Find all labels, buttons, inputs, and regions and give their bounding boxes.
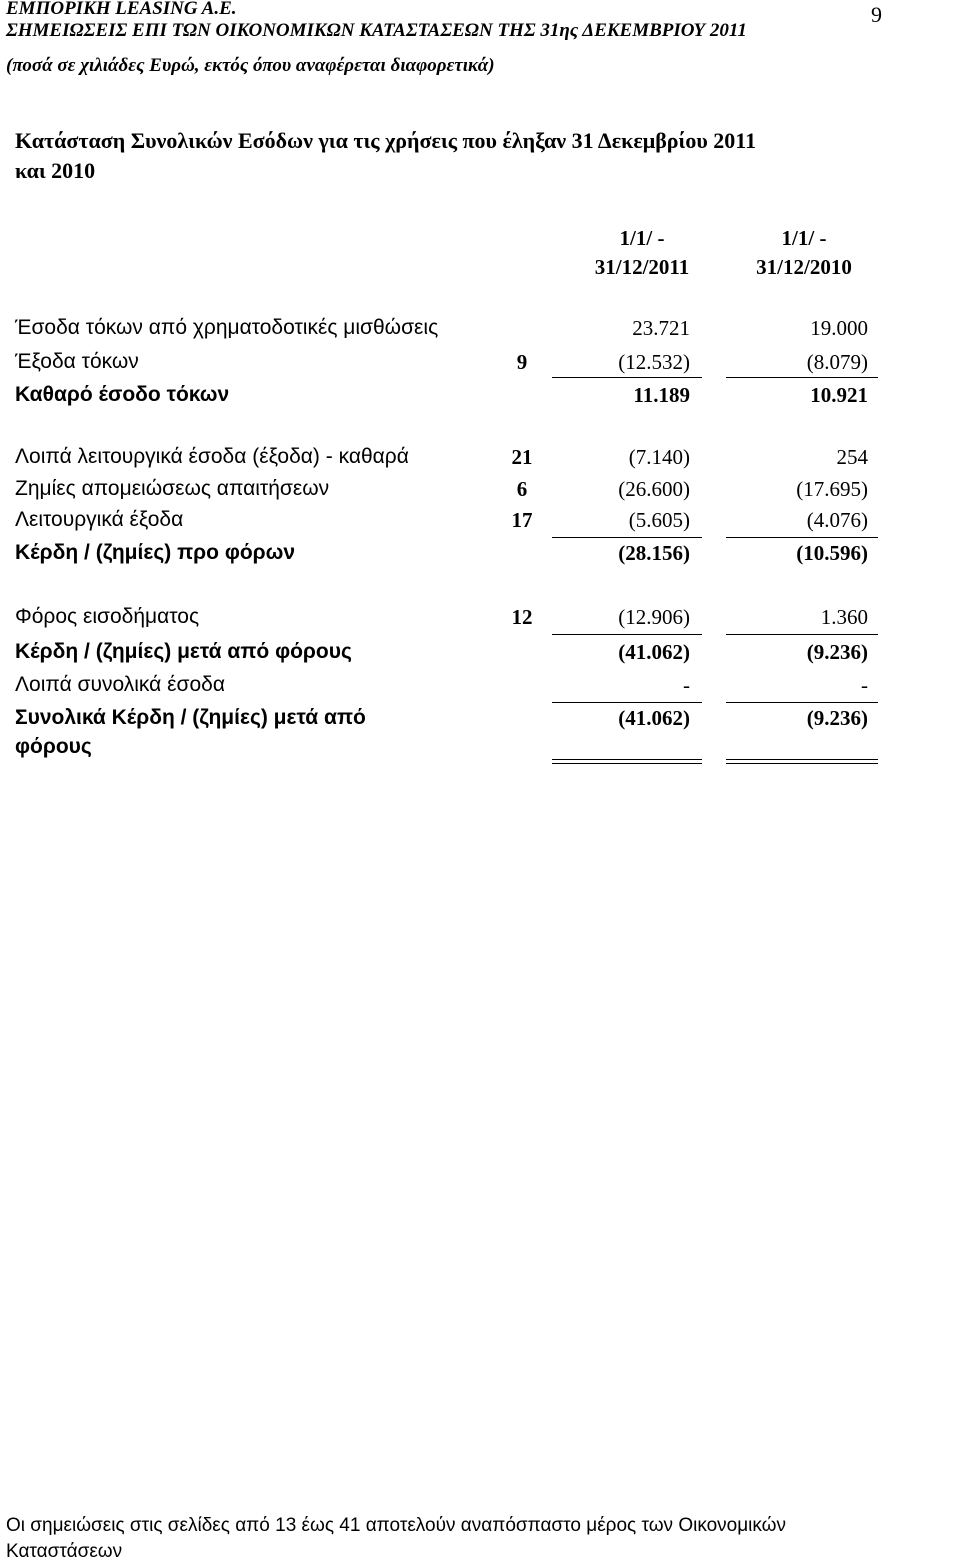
row-label-interest-expense: Έξοδα τόκων: [15, 350, 139, 373]
row-value-2011: (7.140): [628, 445, 690, 469]
row-value-2010: (10.596): [796, 541, 868, 565]
subtotal-rule: [552, 702, 702, 703]
row-value-2010: 1.360: [820, 605, 868, 629]
row-label-total-comprehensive-income-line2: φόρους: [15, 735, 92, 758]
column-2010-header-line2: 31/12/2010: [756, 255, 852, 279]
row-note-ref: 17: [511, 508, 533, 532]
row-value-2011: (12.906): [618, 605, 690, 629]
row-value-2011: (41.062): [618, 706, 690, 730]
column-2011-header-line2: 31/12/2011: [594, 255, 690, 279]
row-note-ref: 9: [516, 350, 528, 374]
row-label-interest-income: Έσοδα τόκων από χρηματοδοτικές μισθώσεις: [15, 316, 439, 339]
subtotal-rule: [726, 377, 878, 378]
row-value-2010: 254: [836, 445, 868, 469]
column-2011-header-line1: 1/1/ -: [619, 226, 665, 250]
row-label-impairment-losses: Ζημίες απομειώσεως απαιτήσεων: [15, 477, 330, 500]
row-label-total-comprehensive-income: Συνολικά Κέρδη / (ζημίες) μετά από: [15, 706, 366, 729]
row-label-other-operating-income: Λοιπά λειτουργικά έσοδα (έξοδα) - καθαρά: [15, 445, 409, 468]
row-value-2010: (17.695): [796, 477, 868, 501]
row-note-ref: 21: [511, 445, 533, 469]
company-name: ΕΜΠΟΡΙΚΗ LEASING A.E.: [6, 0, 237, 19]
statement-title-line1: Κατάσταση Συνολικών Εσόδων για τις χρήσεις που έληξαν 31 Δεκεμβρίου 2011: [15, 128, 757, 153]
row-value-2010: 10.921: [810, 383, 868, 407]
subtotal-rule: [726, 634, 878, 635]
total-double-rule: [552, 759, 702, 764]
row-note-ref: 6: [516, 477, 528, 501]
total-double-rule: [726, 759, 878, 764]
row-value-2011: (28.156): [618, 541, 690, 565]
subtotal-rule: [726, 702, 878, 703]
statement-title-line2: και 2010: [15, 158, 96, 183]
row-value-2010: -: [861, 673, 868, 697]
currency-note: (ποσά σε χιλιάδες Ευρώ, εκτός όπου αναφέρεται διαφορετικά): [6, 55, 495, 76]
row-value-2010: (9.236): [806, 640, 868, 664]
footer-note-line2: Καταστάσεων: [6, 1541, 123, 1562]
row-value-2011: (5.605): [628, 508, 690, 532]
subtotal-rule: [552, 634, 702, 635]
row-label-profit-after-tax: Κέρδη / (ζημίες) μετά από φόρους: [15, 640, 352, 663]
section-title: ΣΗΜΕΙΩΣΕΙΣ ΕΠΙ ΤΩΝ ΟΙΚΟΝΟΜΙΚΩΝ ΚΑΤΑΣΤΑΣΕΩΝ ΤΗΣ 31ης ΔΕΚΕΜΒΡΙΟΥ 2011: [6, 20, 747, 41]
row-value-2011: (26.600): [618, 477, 690, 501]
row-value-2010: 19.000: [810, 316, 868, 340]
row-label-net-interest-income: Καθαρό έσοδο τόκων: [15, 383, 230, 406]
row-value-2011: 23.721: [632, 316, 690, 340]
row-label-operating-expenses: Λειτουργικά έξοδα: [15, 508, 184, 531]
row-value-2010: (8.079): [806, 350, 868, 374]
page-number: 9: [871, 2, 882, 27]
column-2010-header-line1: 1/1/ -: [781, 226, 827, 250]
row-value-2011: (41.062): [618, 640, 690, 664]
footer-note-line1: Οι σημειώσεις στις σελίδες από 13 έως 41 αποτελούν αναπόσπαστο μέρος των Οικονομικών: [6, 1515, 786, 1536]
row-value-2010: (9.236): [806, 706, 868, 730]
row-note-ref: 12: [511, 605, 533, 629]
subtotal-rule: [726, 537, 878, 538]
subtotal-rule: [552, 537, 702, 538]
row-value-2011: -: [683, 673, 690, 697]
subtotal-rule: [552, 377, 702, 378]
row-label-income-tax: Φόρος εισοδήματος: [15, 605, 200, 628]
row-value-2011: 11.189: [633, 383, 690, 407]
row-value-2010: (4.076): [806, 508, 868, 532]
row-value-2011: (12.532): [618, 350, 690, 374]
row-label-other-comprehensive-income: Λοιπά συνολικά έσοδα: [15, 673, 225, 696]
row-label-profit-before-tax: Κέρδη / (ζημίες) προ φόρων: [15, 541, 296, 564]
